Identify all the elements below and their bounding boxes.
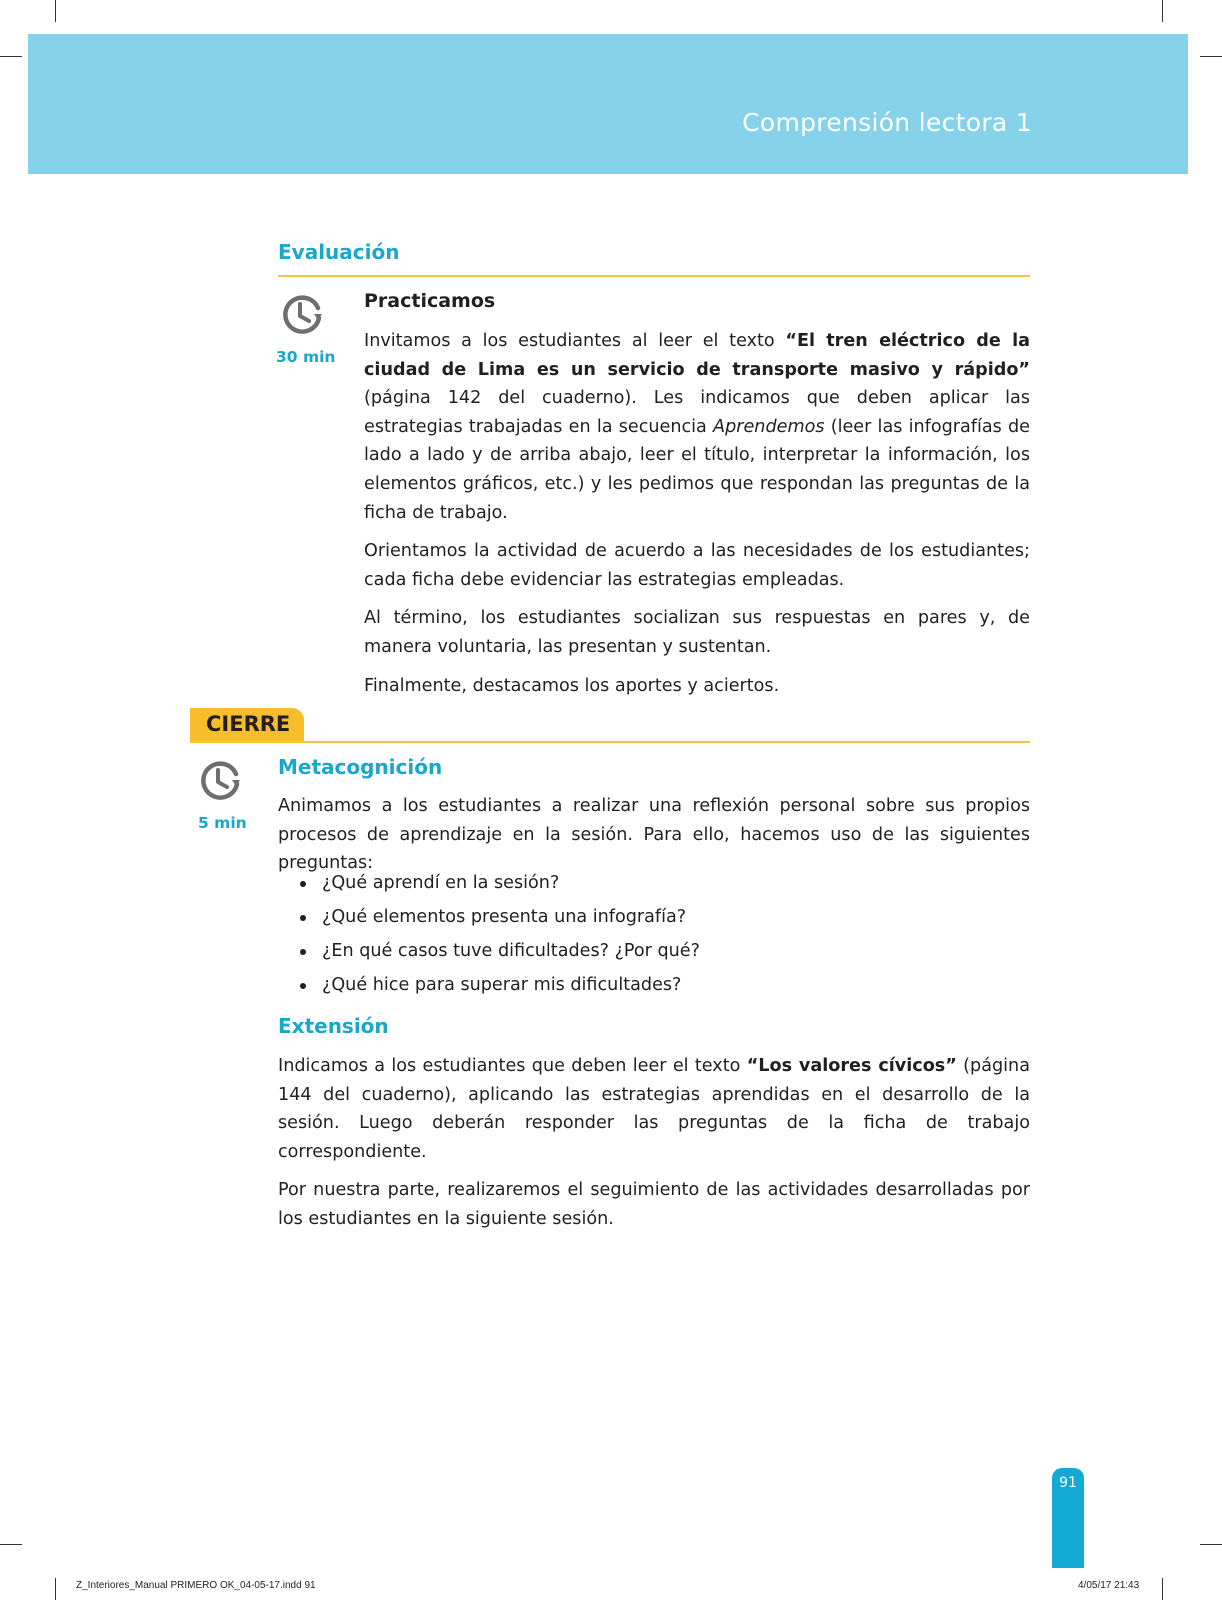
crop-mark (0, 1544, 22, 1545)
crop-mark (1162, 0, 1163, 22)
paragraph: Por nuestra parte, realizaremos el seguimiento de las actividades desarrolladas por los estudiantes en la siguiente sesión. (278, 1180, 1030, 1229)
header-title: Comprensión lectora 1 (742, 108, 1032, 137)
paragraph: Al término, los estudiantes socializan sus respuestas en pares y, de manera voluntaria, las presentan y sustentan. (364, 608, 1030, 657)
cierre-label: CIERRE (206, 712, 291, 736)
list-item: ¿Qué elementos presenta una infografía? (300, 900, 700, 934)
text-run: (leer las infografías de lado a lado y de arriba abajo, leer el título, interpretar la información, los elementos gráficos, etc.) y les pedimos que respondan las preguntas de la ficha de trabajo. (364, 416, 1030, 523)
paragraph (278, 1052, 1030, 1166)
text-run: Invitamos a los estudiantes al leer el texto (364, 331, 786, 351)
evaluacion-time: 30 min (276, 348, 336, 366)
extension-text (278, 1052, 1030, 1244)
clock-icon (278, 290, 326, 338)
date-slug: 4/05/17 21:43 (1078, 1580, 1140, 1591)
evaluacion-heading: Evaluación (278, 240, 400, 264)
evaluacion-rule (278, 275, 1030, 277)
crop-mark (1162, 1578, 1163, 1600)
extension-heading: Extensión (278, 1014, 389, 1038)
bold-title: “El tren eléctrico de la ciudad de Lima es un servicio de transporte masivo y rápido” (364, 331, 1030, 380)
list-item: ¿En qué casos tuve dificultades? ¿Por qué? (300, 934, 700, 968)
text-run: (página 144 del cuaderno), aplicando las estrategias aprendidas en el desarrollo de la sesión. Luego deberán responder las preguntas de la ficha de trabajo correspondiente. (278, 1056, 1030, 1162)
question-list (300, 866, 700, 1002)
crop-mark (55, 0, 56, 22)
metacognicion-heading: Metacognición (278, 755, 443, 779)
crop-mark (55, 1578, 56, 1600)
list-item: ¿Qué hice para superar mis dificultades? (300, 968, 700, 1002)
crop-mark (1200, 56, 1222, 57)
practicamos-heading: Practicamos (364, 290, 496, 312)
cierre-time: 5 min (198, 814, 247, 832)
clock-icon (196, 756, 244, 804)
crop-mark (1200, 1544, 1222, 1545)
cierre-tab (190, 708, 304, 743)
italic-term: Aprendemos (713, 416, 825, 437)
header-band (28, 34, 1188, 174)
paragraph: Finalmente, destacamos los aportes y aciertos. (364, 675, 780, 696)
bold-title: “Los valores cívicos” (746, 1056, 957, 1076)
paragraph: Animamos a los estudiantes a realizar una reflexión personal sobre sus propios procesos de aprendizaje en la sesión. Para ello, hacemos uso de las siguientes preguntas: (278, 796, 1030, 874)
page-number: 91 (1059, 1475, 1077, 1491)
text-run: Indicamos a los estudiantes que deben leer el texto (278, 1056, 747, 1076)
list-item: ¿Qué aprendí en la sesión? (300, 866, 700, 900)
paragraph (364, 327, 1030, 527)
paragraph: Orientamos la actividad de acuerdo a las necesidades de los estudiantes; cada ficha debe evidenciar las estrategias empleadas. (364, 541, 1030, 590)
file-slug: Z_Interiores_Manual PRIMERO OK_04-05-17.indd 91 (76, 1580, 316, 1591)
cierre-rule (190, 741, 1030, 743)
crop-mark (0, 56, 22, 57)
evaluacion-text (364, 327, 1030, 710)
text-run: (página 142 del cuaderno). Les indicamos que deben aplicar las estrategias trabajadas en la secuencia (364, 388, 1030, 437)
